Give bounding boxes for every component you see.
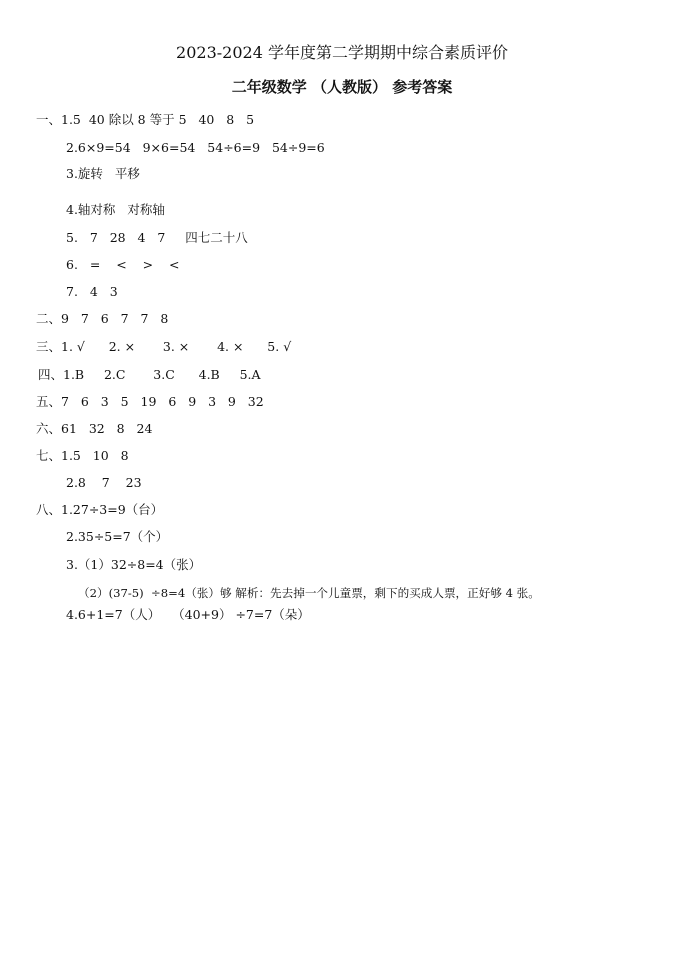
answer-line: 六、61 32 8 24	[36, 421, 153, 436]
answer-line: 3.旋转 平移	[66, 166, 140, 181]
answer-line: 2.35÷5=7（个）	[66, 529, 169, 544]
answer-line: 6. = < > <	[66, 257, 180, 272]
answer-line: （2）(37-5) ÷8=4（张）够 解析：先去掉一个儿童票，剩下的买成人票，正好够 4 张。	[78, 586, 540, 600]
answer-line: 4.轴对称 对称轴	[66, 202, 165, 217]
answer-line: 二、9 7 6 7 7 8	[36, 311, 169, 326]
answer-line: 八、1.27÷3=9（台）	[36, 502, 164, 517]
page-title: 2023-2024 学年度第二学期期中综合素质评价	[176, 43, 508, 62]
answer-line: 五、7 6 3 5 19 6 9 3 9 32	[36, 394, 264, 409]
answer-line: 四、1.B 2.C 3.C 4.B 5.A	[38, 367, 261, 382]
page-subtitle: 二年级数学 （人教版） 参考答案	[231, 78, 453, 96]
answer-line: 一、1.5 40 除以 8 等于 5 40 8 5	[36, 112, 255, 127]
answer-line: 7. 4 3	[66, 284, 118, 299]
answer-line: 2.6×9=54 9×6=54 54÷6=9 54÷9=6	[66, 140, 325, 155]
answer-line: 5. 7 28 4 7 四七二十八	[66, 230, 248, 245]
answer-line: 4.6+1=7（人） （40+9） ÷7=7（朵）	[66, 607, 310, 622]
answer-line: 三、1. √ 2. × 3. × 4. × 5. √	[36, 339, 292, 354]
answer-line: 七、1.5 10 8	[36, 448, 129, 463]
answer-line: 3.（1）32÷8=4（张）	[66, 557, 202, 572]
answer-line: 2.8 7 23	[66, 475, 142, 490]
